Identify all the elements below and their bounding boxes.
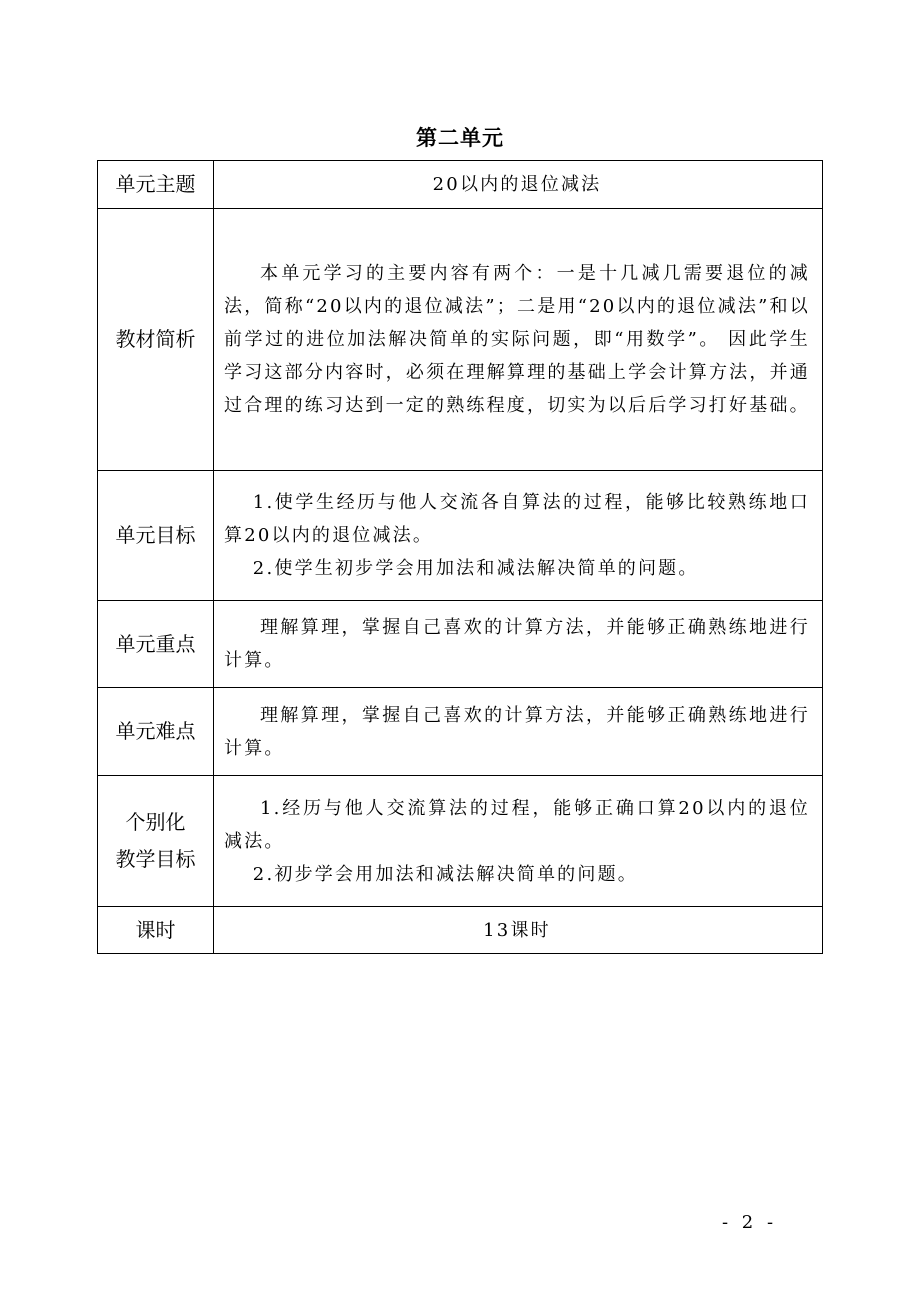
row-label-difficulties: 单元难点 bbox=[98, 688, 214, 776]
individual-goal-item: 2.初步学会用加法和减法解决简单的问题。 bbox=[252, 863, 638, 885]
table-row-key-points bbox=[98, 601, 823, 688]
row-content-difficulties bbox=[214, 688, 823, 776]
class-hours-text: 13课时 bbox=[483, 919, 551, 941]
row-label-analysis: 教材简析 bbox=[98, 209, 214, 471]
table-row-goals bbox=[98, 471, 823, 601]
individual-goal-item: 1.经历与他人交流算法的过程，能够正确口算20以内的退位减法。 bbox=[224, 797, 810, 852]
table-row-class-hours bbox=[98, 907, 823, 954]
theme-text: 20以内的退位减法 bbox=[432, 174, 602, 195]
goal-item: 2.使学生初步学会用加法和减法解决简单的问题。 bbox=[252, 558, 699, 579]
label-line: 教学目标 bbox=[115, 847, 196, 871]
row-label-key-points: 单元重点 bbox=[98, 601, 214, 688]
row-label-individual-goals bbox=[98, 776, 214, 907]
row-content-goals bbox=[214, 471, 823, 601]
table-row-difficulties bbox=[98, 688, 823, 776]
row-content-analysis bbox=[214, 209, 823, 471]
row-content-theme bbox=[214, 161, 823, 209]
row-label-class-hours: 课时 bbox=[98, 907, 214, 954]
table-row-theme bbox=[98, 161, 823, 209]
page-number: - 2 - bbox=[722, 1212, 778, 1233]
table-row-analysis bbox=[98, 209, 823, 471]
row-label-goals: 单元目标 bbox=[98, 471, 214, 601]
row-content-class-hours bbox=[214, 907, 823, 954]
table-row-individual-goals bbox=[98, 776, 823, 907]
key-points-text: 理解算理，掌握自己喜欢的计算方法，并能够正确熟练地进行计算。 bbox=[224, 617, 810, 671]
label-line: 个别化 bbox=[125, 810, 186, 834]
unit-plan-table bbox=[97, 160, 823, 954]
row-content-individual-goals bbox=[214, 776, 823, 907]
row-content-key-points bbox=[214, 601, 823, 688]
difficulties-text: 理解算理，掌握自己喜欢的计算方法，并能够正确熟练地进行计算。 bbox=[224, 704, 810, 759]
row-label-theme: 单元主题 bbox=[98, 161, 214, 209]
analysis-paragraph: 本单元学习的主要内容有两个：一是十几减几需要退位的减法，简称“20以内的退位减法”；二是用“20以内的退位减法”和以前学过的进位加法解决简单的实际问题，即“用数学”。 因此学生学习这部分内容时，必须在理解算理的基础上学会计算方法，并通过合理的练习达到一定的熟练程度，切实为以后后学习打好基础。 bbox=[224, 263, 810, 416]
goal-item: 1.使学生经历与他人交流各自算法的过程，能够比较熟练地口算20以内的退位减法。 bbox=[224, 492, 810, 546]
page-title: 第二单元 bbox=[416, 126, 504, 150]
